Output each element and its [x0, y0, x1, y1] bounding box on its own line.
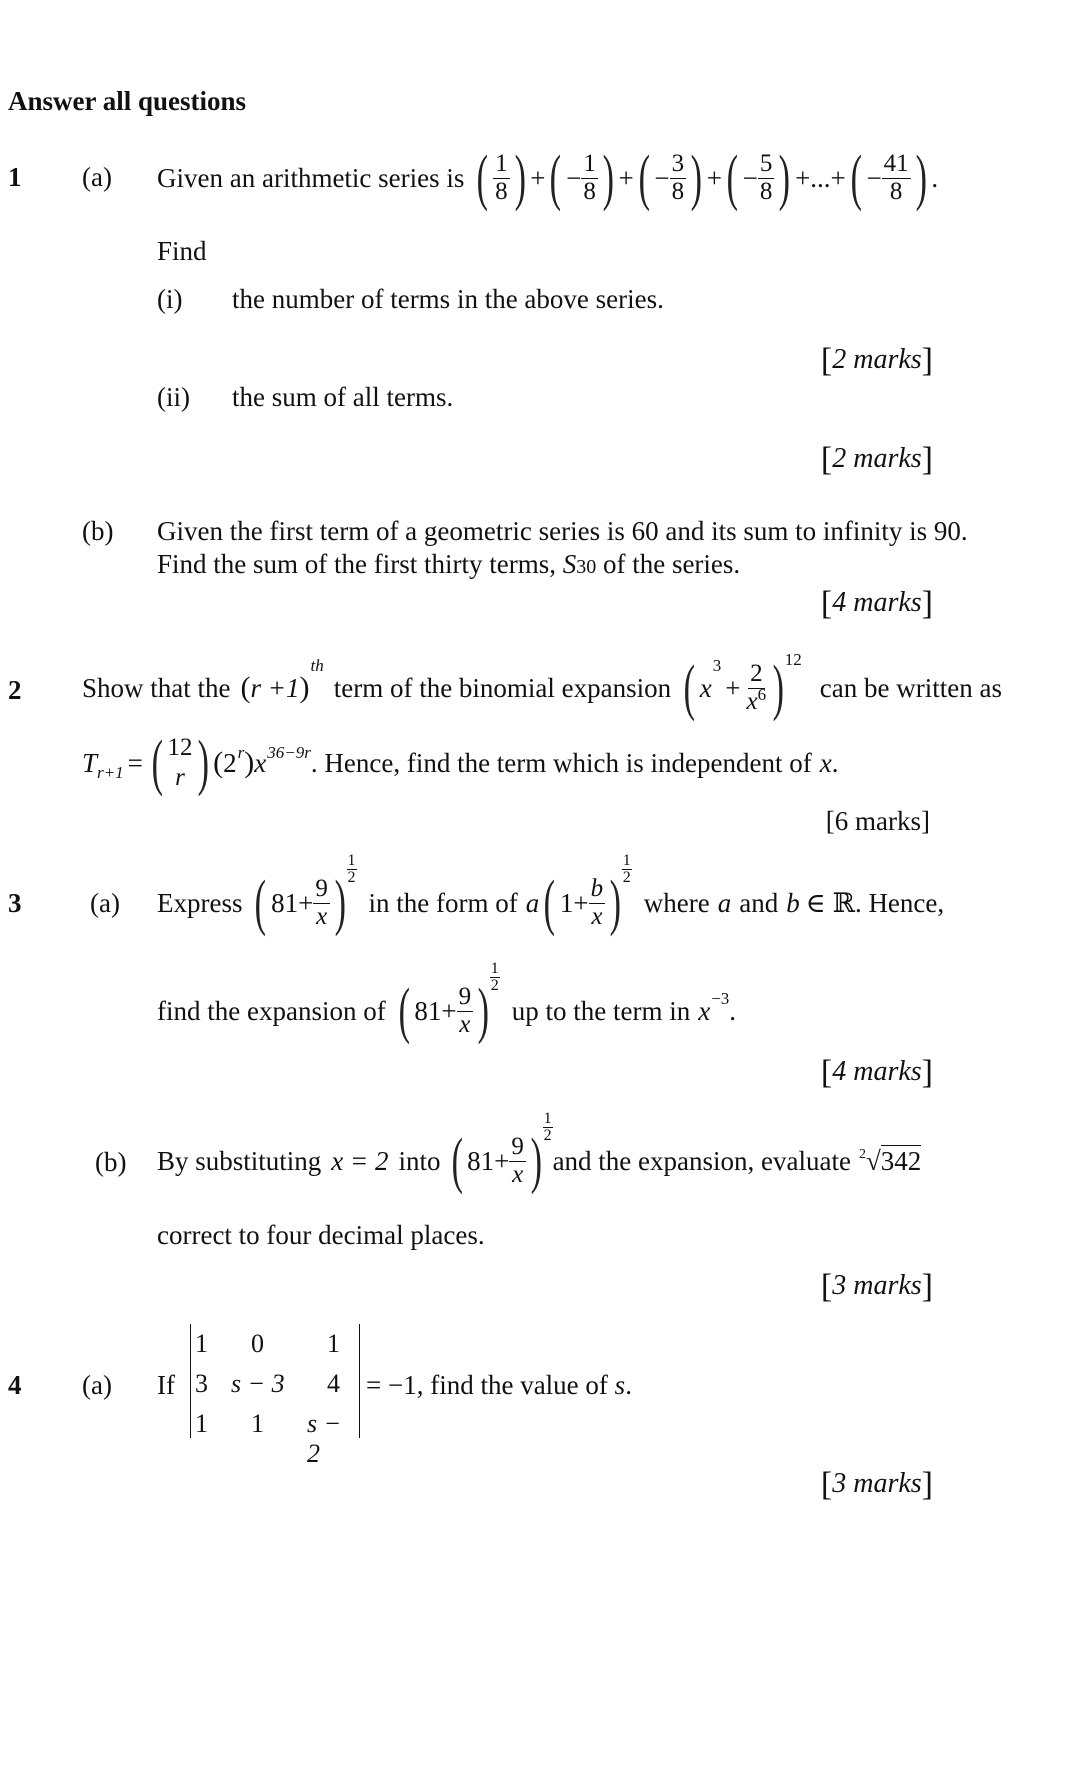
series-term-4: $\frac{5}{8}$ — [759, 150, 773, 205]
q1-series-expression: Given an arithmetic series is ( $\frac{1}{8}$ ) + ( − $\frac{1}{8}$ ) + ( − $\frac{3}{8}$ ) + ( − $\frac{5}{8}$ ) +...+ ( − $\frac{41}{8}$ ) . — [157, 144, 939, 212]
binomial-coefficient: 12 r — [167, 734, 193, 791]
q1-i-label: (i) — [157, 284, 183, 314]
left-paren: ( — [477, 144, 489, 212]
question-number-2: 2 — [8, 675, 22, 705]
q2-statement-line2: T r+1 = ( 12 r ) ( 2 r ) x 36−9r . Hence, find the term which is independent of x . — [82, 729, 839, 797]
series-term-1: $\frac{1}{8}$ — [495, 150, 508, 205]
q1-ii-label: (ii) — [157, 382, 190, 412]
q1-intro-text: Given an arithmetic series is — [157, 162, 465, 193]
q1-ii-marks: [2 marks] — [820, 441, 933, 478]
q3-part-a-label: (a) — [90, 888, 120, 918]
q1-part-a-label: (a) — [82, 162, 112, 192]
q1-i-text: the number of terms in the above series. — [232, 284, 664, 314]
q4-equation-rest: = −1, find the value of s. — [366, 1370, 632, 1400]
q4-part-a-label: (a) — [82, 1370, 112, 1400]
det-cell: s − 3 — [231, 1369, 285, 1398]
question-number-4: 4 — [8, 1370, 22, 1400]
page-header: Answer all questions — [8, 86, 247, 116]
det-cell: 3 — [195, 1369, 208, 1398]
det-cell: 4 — [327, 1369, 340, 1398]
det-cell: s − 2 — [307, 1409, 342, 1468]
det-cell: 1 — [195, 1329, 208, 1358]
det-cell: 1 — [327, 1329, 340, 1358]
q3-a-line2: find the expansion of ( 81+ $\frac{9}{x}$ ) 1 2 up to the term in x −3 . — [157, 959, 737, 1045]
question-number-3: 3 — [8, 888, 22, 918]
q1-b-line1: Given the first term of a geometric series is 60 and its sum to infinity is 90. — [157, 516, 968, 546]
q1-b-marks: [4 marks] — [820, 585, 933, 622]
q2-statement-line1: Show that the ( r +1 ) th term of the binomial expansion ( x 3 + $\frac{2}{x^6}$ ) 12 can be written as — [82, 650, 1002, 722]
q2-marks: [6 marks] — [825, 806, 930, 836]
q3-part-b-label: (b) — [95, 1147, 127, 1177]
q1-part-b-label: (b) — [82, 516, 114, 546]
det-cell: 1 — [251, 1409, 264, 1438]
q1-b-line2: Find the sum of the first thirty terms, S30 of the series. — [157, 549, 741, 579]
determinant — [190, 1324, 360, 1468]
series-term-3: $\frac{3}{8}$ — [671, 150, 685, 205]
det-cell: 0 — [251, 1329, 264, 1358]
q3-a-marks: [4 marks] — [820, 1054, 933, 1091]
q3-b-line1: By substituting x = 2 into ( 81+ $\frac{9}{x}$ ) 1 2 and the expansion, evaluate $^2$√342 — [157, 1109, 922, 1195]
q3-b-line2: correct to four decimal places. — [157, 1220, 485, 1250]
q4-marks: [3 marks] — [820, 1466, 933, 1503]
q3-a-line1: Express ( 81+ $\frac{9}{x}$ ) 1 2 in the form of a ( 1+ $\frac{b}{x}$ ) 1 2 where a and b ∈ ℝ . Hence, — [157, 851, 945, 937]
det-cell: 1 — [195, 1409, 208, 1438]
q1-find-label: Find — [157, 236, 207, 266]
series-term-last: $\frac{41}{8}$ — [883, 150, 909, 205]
q1-i-marks: [2 marks] — [820, 342, 933, 379]
q3-b-marks: [3 marks] — [820, 1268, 933, 1305]
question-number-1: 1 — [8, 162, 22, 192]
series-term-2: $\frac{1}{8}$ — [583, 150, 596, 205]
radical-expression: $^2$√342 — [858, 1145, 922, 1176]
q1-ii-text: the sum of all terms. — [232, 382, 454, 412]
q4-if: If — [157, 1370, 175, 1400]
